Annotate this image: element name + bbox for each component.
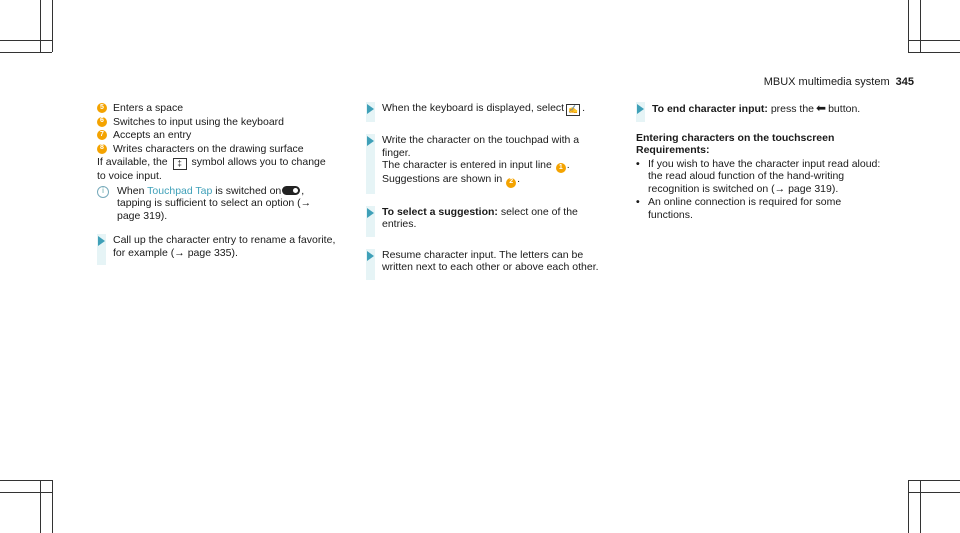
step-arrow-icon (367, 251, 374, 261)
item-text: Writes characters on the drawing surface (113, 142, 304, 155)
section-heading: Entering characters on the touchscreen (636, 131, 835, 144)
crop-mark (908, 0, 909, 52)
step-arrow-icon (98, 236, 105, 246)
number-badge: 1 (556, 163, 566, 173)
list-item (636, 158, 886, 196)
crop-mark (40, 480, 41, 533)
step-bar (97, 234, 106, 265)
step-b: The character is entered in input line (382, 159, 552, 171)
step-bold: To select a suggestion: (382, 205, 498, 218)
item-text: Switches to input using the keyboard (113, 115, 285, 128)
crop-mark (0, 52, 52, 53)
step-rest: select one of the entries. (382, 205, 578, 230)
step-text (652, 102, 860, 122)
crop-mark (920, 480, 921, 533)
step-bold: To end character input: (652, 103, 768, 115)
list-item (97, 143, 337, 156)
instruction-step (636, 102, 886, 122)
column-3 (636, 102, 886, 221)
instruction-step (366, 102, 606, 122)
item-text: Accepts an entry (113, 129, 192, 141)
touchpad-tap-label: Touchpad Tap (147, 184, 213, 197)
instruction-step (366, 134, 606, 194)
instruction-step (366, 249, 606, 280)
number-badge: 6 (97, 117, 107, 127)
crop-mark (908, 492, 960, 493)
step-arrow-icon (637, 104, 644, 114)
note-post: , tapping is sufficient to select an option (→ page 319). (117, 184, 312, 222)
step-arrow-icon (367, 208, 374, 218)
crop-mark (52, 480, 53, 533)
step-arrow-icon (367, 104, 374, 114)
step-post: . (582, 102, 586, 114)
instruction-step (366, 206, 606, 237)
crop-mark (908, 52, 960, 53)
avail-pre: If available, the (97, 156, 168, 168)
list-item (636, 196, 886, 221)
list-item (97, 116, 337, 129)
crop-mark (908, 40, 960, 41)
step-line: Write the character on the touchpad with a finger. (382, 134, 580, 159)
note-mid: is switched on (215, 184, 282, 197)
back-arrow-icon: ⬅ (816, 101, 827, 115)
crop-mark (908, 480, 960, 481)
step-bar (366, 206, 375, 237)
step-bar (366, 134, 375, 194)
toggle-on-icon (282, 186, 300, 195)
availability-text (97, 156, 337, 183)
bullet-text: If you wish to have the character input read aloud: the read aloud function of the hand-writing recognition is switched on (→ page 319). (648, 157, 881, 195)
step-post: button. (828, 103, 861, 115)
requirements-label: Requirements: (636, 144, 710, 156)
step-text (382, 134, 606, 194)
list-item (97, 102, 337, 115)
page-number: 345 (895, 76, 914, 88)
step-pre: press the (770, 103, 815, 115)
number-badge: 5 (97, 103, 107, 113)
crop-mark (40, 0, 41, 52)
crop-mark (920, 0, 921, 52)
avail-post: symbol allows you to change to voice input. (97, 156, 326, 182)
list-item (97, 129, 337, 142)
page-header (764, 76, 914, 89)
step-line: Suggestions are shown in 2 . (382, 173, 606, 187)
step-arrow-icon (367, 136, 374, 146)
crop-mark (0, 492, 52, 493)
column-2 (366, 102, 606, 280)
step-text (382, 206, 606, 237)
step-bar (636, 102, 645, 122)
info-note (97, 185, 337, 223)
column-1 (97, 102, 337, 265)
crop-mark (52, 0, 53, 52)
step-text (382, 102, 585, 122)
bullet-icon: • (636, 196, 640, 208)
step-c: Suggestions are shown in (382, 173, 503, 186)
bullet-icon: • (636, 157, 640, 170)
crop-mark (0, 480, 52, 481)
step-bar (366, 102, 375, 122)
note-pre: When (117, 184, 145, 197)
step-text: Resume character input. The letters can be written next to each other or above each other. (382, 248, 599, 273)
step-pre: When the keyboard is displayed, select (382, 102, 565, 114)
handwriting-icon: ✍ (566, 104, 580, 116)
step-text: Call up the character entry to rename a favorite, for example (→ page 335). (113, 234, 336, 259)
step-bar (366, 249, 375, 280)
step-line: The character is entered in input line 1 . (382, 159, 606, 173)
microphone-icon: ‡ (173, 158, 187, 170)
info-icon: i (97, 186, 109, 198)
crop-mark (0, 40, 52, 41)
number-badge: 2 (506, 178, 516, 188)
crop-mark (908, 480, 909, 533)
bullet-text: An online connection is required for some functions. (648, 196, 842, 221)
number-badge: 8 (97, 144, 107, 154)
number-badge: 7 (97, 130, 107, 140)
header-title: MBUX multimedia system (763, 76, 890, 88)
item-text: Enters a space (113, 102, 184, 114)
instruction-step (97, 234, 337, 265)
